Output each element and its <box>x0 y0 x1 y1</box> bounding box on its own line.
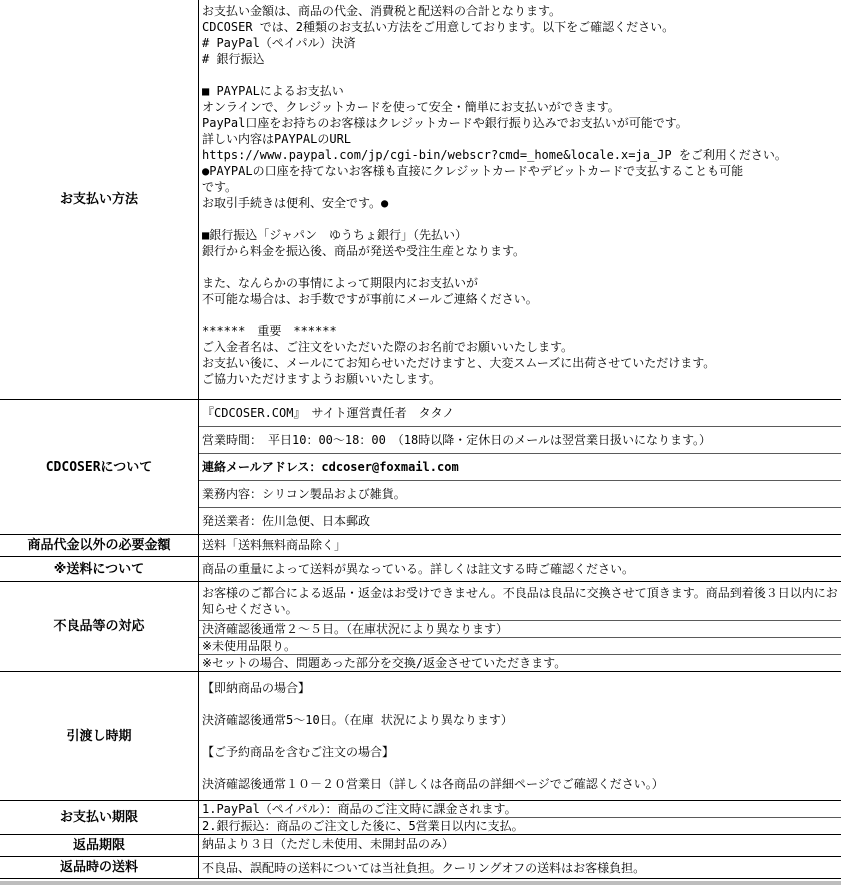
text-line: 決済確認後通常5～10日。（在庫 状況により異なります） <box>202 713 513 727</box>
page-bottom-strip <box>0 881 841 885</box>
text-line: 営業時間： 平日10：00～18：00 （18時以降・定休日のメールは翌営業日扱いになります。） <box>202 433 712 447</box>
table-row-return-deadline <box>0 835 841 857</box>
text-line: ■ PAYPALによるお支払い <box>202 84 344 98</box>
blank-line <box>202 760 838 776</box>
text-line: # PayPal（ペイパル）決済 <box>202 36 356 50</box>
text-line: 納品より３日（ただし未使用、未開封品のみ） <box>202 837 455 851</box>
content-section <box>199 481 841 508</box>
row-label-about-cdcoser: CDCOSERについて <box>0 400 199 534</box>
content-section <box>199 672 841 800</box>
row-label-return-deadline: 返品期限 <box>0 835 199 856</box>
text-line: 1.PayPal（ペイパル）：商品のご注文時に課金されます。 <box>202 802 517 816</box>
text-line: CDCOSER では、2種類のお支払い方法をご用意しております。以下をご確認ください。 <box>202 20 675 34</box>
row-label-defective-handling: 不良品等の対応 <box>0 582 199 671</box>
row-content-delivery-time <box>199 672 841 800</box>
text-line: 不可能な場合は、お手数ですが事前にメールご連絡ください。 <box>202 292 538 306</box>
content-section <box>199 582 841 621</box>
text-line: お客様のご都合による返品・返金はお受けできません。不良品は良品に交換させて頂きます。商品到着後３日以内にお知らせください。 <box>202 586 838 616</box>
blank-line <box>202 259 838 275</box>
blank-line <box>202 67 838 83</box>
text-line: お支払い後に、メールにてお知らせいただけますと、大変スムーズに出荷させていただけます。 <box>202 356 716 370</box>
text-line: 2.銀行振込：商品のご注文した後に、5営業日以内に支払。 <box>202 819 524 833</box>
row-label-payment-method: お支払い方法 <box>0 0 199 399</box>
text-line: 発送業者：佐川急便、日本郵政 <box>202 514 371 528</box>
table-row-payment-deadline <box>0 801 841 835</box>
text-line: また、なんらかの事情によって期限内にお支払いが <box>202 276 479 290</box>
text-line: ※セットの場合、問題あった部分を交換/返金させていただきます。 <box>202 656 567 670</box>
text-line: 不良品、誤配時の送料については当社負担。クーリングオフの送料はお客様負担。 <box>202 861 646 875</box>
text-line: 連絡メールアドレス：cdcoser@foxmail.com <box>202 460 459 474</box>
row-content-defective-handling <box>199 582 841 671</box>
row-label-extra-charges: 商品代金以外の必要金額 <box>0 535 199 556</box>
text-line: 決済確認後通常２～５日。（在庫状況により異なります） <box>202 622 509 636</box>
content-section <box>199 427 841 454</box>
content-section <box>199 655 841 671</box>
table-row-return-shipping <box>0 857 841 879</box>
text-line: ●PAYPALの口座を持てないお客様も直接にクレジットカードやデビットカードで支払することも可能 <box>202 164 744 178</box>
text-line: ご協力いただけますようお願いいたします。 <box>202 372 442 386</box>
text-line: 決済確認後通常１０－２０営業日（詳しくは各商品の詳細ページでご確認ください。） <box>202 777 664 791</box>
text-line: ****** 重要 ****** <box>202 324 337 338</box>
content-section <box>199 0 841 399</box>
text-line: # 銀行振込 <box>202 52 265 66</box>
row-content-about-cdcoser <box>199 400 841 534</box>
table-row-shipping-note <box>0 557 841 582</box>
text-line: ※未使用品限り。 <box>202 639 297 653</box>
content-section <box>199 818 841 834</box>
content-section <box>199 508 841 534</box>
text-line: 【即納商品の場合】 <box>202 681 311 695</box>
row-content-shipping-note <box>199 557 841 581</box>
content-section <box>199 454 841 481</box>
text-line: ■銀行振込「ジャパン ゆうちょ銀行」（先払い） <box>202 228 467 242</box>
row-content-extra-charges <box>199 535 841 556</box>
text-line: 送料「送料無料商品除く」 <box>202 538 347 552</box>
text-line: 商品の重量によって送料が異なっている。詳しくは註文する時ご確認ください。 <box>202 562 635 576</box>
text-line: 【ご予約商品を含むご注文の場合】 <box>202 745 395 759</box>
content-section <box>199 621 841 638</box>
table-row-payment-method <box>0 0 841 400</box>
content-section <box>199 557 841 581</box>
table-row-defective-handling <box>0 582 841 672</box>
content-section <box>199 400 841 427</box>
content-section <box>199 535 841 555</box>
blank-line <box>202 211 838 227</box>
text-line: 『CDCOSER.COM』 サイト運営責任者 タタノ <box>202 406 455 420</box>
text-line: です。 <box>202 180 238 194</box>
row-content-payment-method <box>199 0 841 399</box>
text-line: PayPal口座をお持ちのお客様はクレジットカードや銀行振り込みでお支払いが可能です。 <box>202 116 688 130</box>
text-line: https://www.paypal.com/jp/cgi-bin/webscr?cmd=_home&locale.x=ja_JP をご利用ください。 <box>202 148 787 162</box>
text-line: オンラインで、クレジットカードを使って安全・簡単にお支払いができます。 <box>202 100 620 114</box>
row-label-delivery-time: 引渡し時期 <box>0 672 199 800</box>
blank-line <box>202 728 838 744</box>
text-line: 詳しい内容はPAYPALのURL <box>202 132 352 146</box>
table-row-delivery-time <box>0 672 841 801</box>
text-line: ご入金者名は、ご注文をいただいた際のお名前でお願いいたします。 <box>202 340 574 354</box>
content-section <box>199 835 841 853</box>
row-label-shipping-note: ※送料について <box>0 557 199 581</box>
content-section <box>199 638 841 655</box>
row-content-payment-deadline <box>199 801 841 834</box>
table-row-extra-charges <box>0 535 841 557</box>
table-row-about-cdcoser <box>0 400 841 535</box>
text-line: 業務内容：シリコン製品および雑貨。 <box>202 487 406 501</box>
text-line: お取引手続きは便利、安全です。● <box>202 196 389 210</box>
text-line: お支払い金額は、商品の代金、消費税と配送料の合計となります。 <box>202 4 562 18</box>
blank-line <box>202 696 838 712</box>
text-line: 銀行から料金を振込後、商品が発送や受注生産となります。 <box>202 244 526 258</box>
content-section <box>199 801 841 818</box>
blank-line <box>202 307 838 323</box>
row-label-payment-deadline: お支払い期限 <box>0 801 199 834</box>
row-label-return-shipping: 返品時の送料 <box>0 857 199 878</box>
row-content-return-deadline <box>199 835 841 856</box>
